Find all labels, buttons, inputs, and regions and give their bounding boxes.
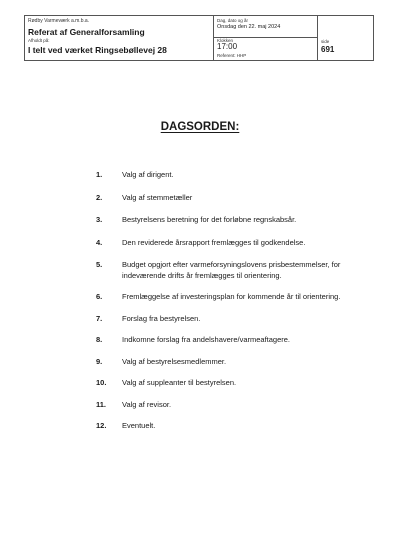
agenda-item bbox=[96, 400, 366, 411]
agenda-item bbox=[96, 170, 366, 181]
agenda-item bbox=[96, 421, 366, 432]
agenda-item-number: 7. bbox=[96, 313, 103, 323]
agenda-item-number: 6. bbox=[96, 292, 103, 301]
header-date-cell bbox=[214, 16, 318, 60]
agenda-item-number: 4. bbox=[96, 237, 103, 247]
agenda-item bbox=[96, 314, 366, 325]
agenda-item-number: 12. bbox=[96, 421, 107, 430]
agenda-item-number: 11. bbox=[96, 399, 107, 409]
referent-label-text: Referent: bbox=[217, 53, 236, 58]
agenda-item-text: Valg af bestyrelsesmedlemmer. bbox=[122, 356, 227, 366]
agenda-item-text: Eventuelt. bbox=[122, 421, 156, 430]
agenda-list bbox=[96, 170, 366, 432]
agenda-item bbox=[96, 292, 366, 303]
agenda-item-text: Den reviderede årsrapport fremlægges til godkendelse. bbox=[122, 237, 306, 247]
date-label: Dag, dato og år bbox=[217, 18, 249, 23]
agenda-item bbox=[96, 193, 366, 204]
agenda-item-text: Valg af revisor. bbox=[122, 399, 172, 409]
agenda-item-number: 2. bbox=[96, 192, 103, 202]
agenda-item-text: Valg af stemmetæller bbox=[122, 192, 193, 202]
meeting-date: Onsdag den 22. maj 2024 bbox=[217, 24, 281, 30]
agenda-item-text: Fremlæggelse af investeringsplan for kommende år til orientering. bbox=[122, 292, 341, 301]
agenda-item-text: Valg af suppleanter til bestyrelsen. bbox=[122, 378, 237, 387]
agenda-item-number: 1. bbox=[96, 170, 103, 179]
agenda-item bbox=[96, 260, 366, 281]
agenda-item-text: Budget opgjort efter varmeforsyningslovens prisbestemmelser, for indeværende drifts år fremlægges til orientering. bbox=[122, 260, 341, 280]
agenda-item bbox=[96, 357, 366, 368]
agenda-heading bbox=[0, 121, 400, 133]
agenda-item-number: 10. bbox=[96, 378, 107, 387]
meeting-location: I telt ved værket Ringsebøllevej 28 bbox=[28, 45, 167, 55]
page-number: 691 bbox=[321, 45, 335, 54]
agenda-item bbox=[96, 238, 366, 249]
agenda-item bbox=[96, 215, 366, 226]
referent-value: HHP bbox=[236, 53, 247, 58]
agenda-item bbox=[96, 335, 366, 346]
agenda-item-text: Valg af dirigent. bbox=[122, 170, 174, 179]
agenda-item-number: 9. bbox=[96, 356, 103, 366]
location-label: Afholdt på: bbox=[28, 38, 50, 43]
meeting-time: 17:00 bbox=[217, 42, 238, 51]
agenda-item-number: 3. bbox=[96, 215, 103, 224]
agenda-item-text: Indkomne forslag fra andelshavere/varmeaftagere. bbox=[122, 335, 291, 344]
agenda-heading-text: DAGSORDEN: bbox=[160, 121, 240, 133]
agenda-item-number: 8. bbox=[96, 335, 103, 344]
document-title: Referat af Generalforsamling bbox=[28, 27, 145, 37]
header-table bbox=[24, 15, 374, 61]
referent-label bbox=[217, 53, 246, 58]
header-page-cell bbox=[318, 16, 373, 60]
agenda-item bbox=[96, 378, 366, 389]
agenda-item-text: Forslag fra bestyrelsen. bbox=[122, 313, 201, 323]
agenda-item-number: 5. bbox=[96, 260, 103, 269]
agenda-item-text: Bestyrelsens beretning for det forløbne regnskabsår. bbox=[122, 215, 297, 224]
time-label: Klokken bbox=[217, 38, 234, 43]
organization-name: Rødby Varmeværk a.m.b.a. bbox=[28, 18, 90, 24]
page-label: side bbox=[321, 39, 330, 44]
header-title-cell bbox=[25, 16, 214, 60]
